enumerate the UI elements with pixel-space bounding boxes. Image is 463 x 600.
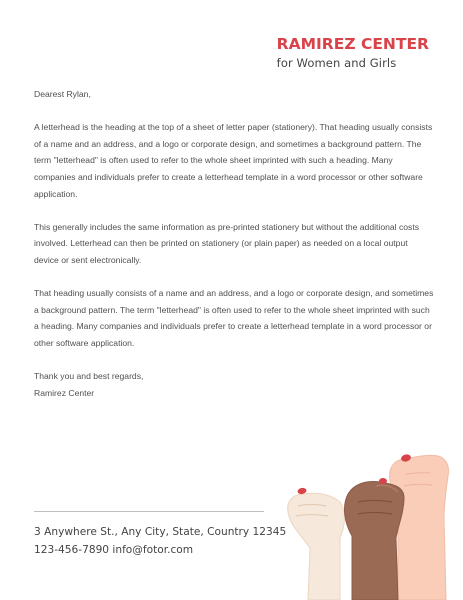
footer-address: 3 Anywhere St., Any City, State, Country 12345 — [34, 526, 287, 538]
signature: Ramirez Center — [34, 387, 95, 398]
paragraph-3: That heading usually consists of a name and an address, and a logo or corporate design, and sometimes a background pattern. The term "letterhead" is often used to refer to the whole sheet imprinted with such a heading. Many companies and individuals prefer to create a letterhead template in a word processor or other software application. — [34, 288, 434, 348]
org-name: RAMIREZ CENTER — [276, 35, 429, 53]
closing: Thank you and best regards, — [34, 371, 144, 382]
footer-divider — [34, 511, 264, 512]
footer-phone-email: 123-456-7890 info@fotor.com — [34, 543, 194, 556]
footer-contact — [34, 524, 286, 559]
brown-fist-icon — [345, 478, 404, 600]
paragraph-2: This generally includes the same information as pre-printed stationery but without the additional costs involved. Letterhead can then be printed on stationery (or plain paper) as needed on a local output device or sent electronically. — [34, 221, 420, 265]
letterhead-brand — [277, 35, 429, 71]
paragraph-1: A letterhead is the heading at the top of a sheet of letter paper (stationery). That heading usually consists of a name and an address, and a logo or corporate design, and sometimes a background pattern. The term "letterhead" is often used to refer to the whole sheet imprinted with such a heading. Many companies and individuals prefer to create a letterhead template in a word processor or other software application. — [34, 122, 433, 199]
letter-body — [34, 86, 434, 401]
light-fist-icon — [288, 487, 345, 600]
raised-fists-illustration — [280, 440, 463, 600]
salutation: Dearest Rylan, — [34, 89, 91, 99]
org-subtitle: for Women and Girls — [276, 56, 397, 70]
